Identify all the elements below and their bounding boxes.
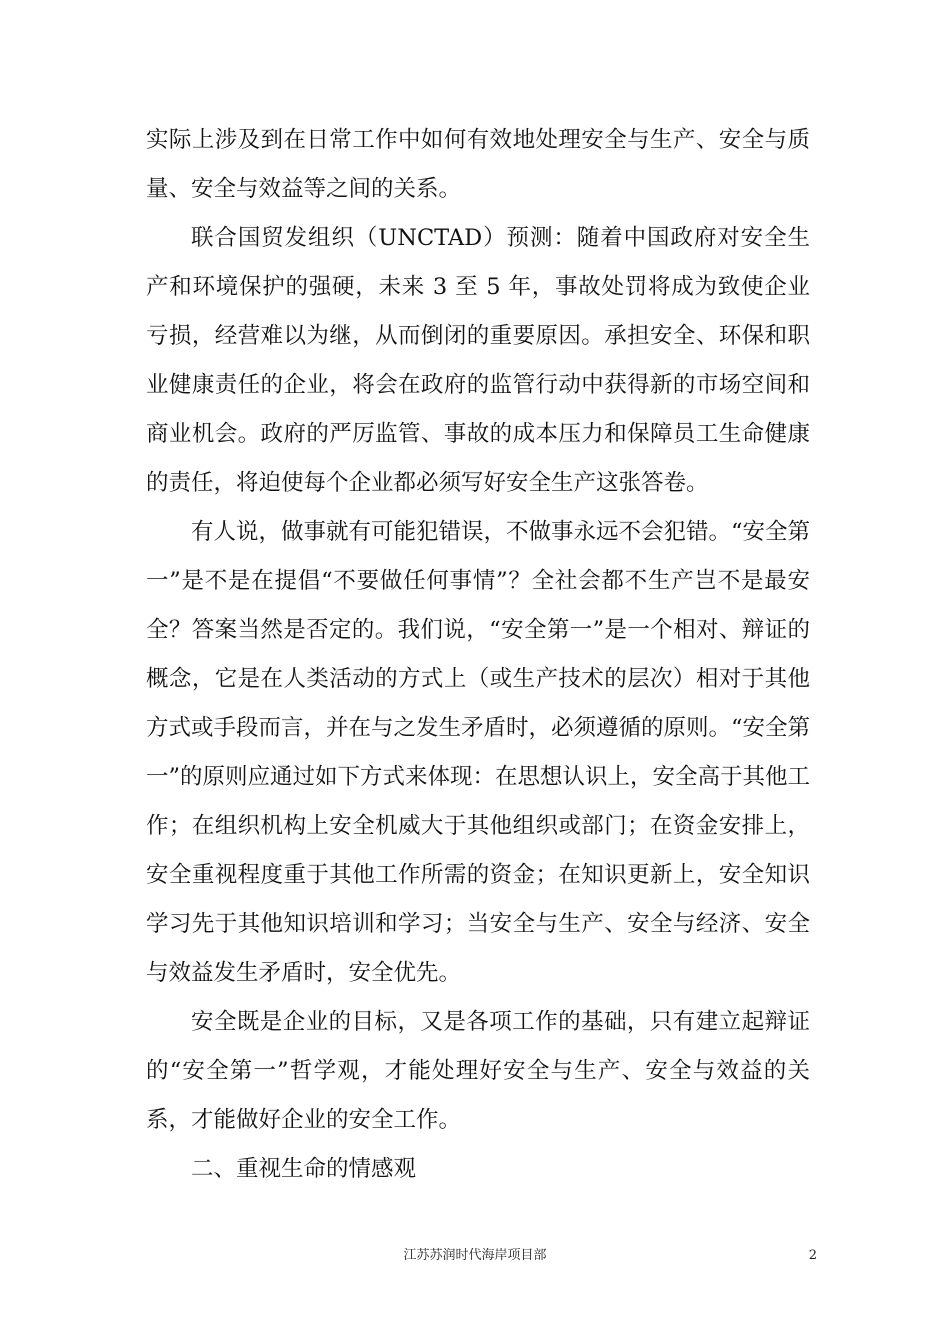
paragraph-safety-first-concept: 有人说，做事就有可能犯错误，不做事永远不会犯错。“安全第一”是不是在提倡“不要做任何事情”？全社会都不生产岂不是最安全？答案当然是否定的。我们说，“安全第一”是一个相对、辩证的概念，它是在人类活动的方式上（或生产技术的层次）相对于其他方式或手段而言，并在与之发生矛盾时，必须遵循的原则。“安全第一”的原则应通过如下方式来体现：在思想认识上，安全高于其他工作；在组织机构上安全机威大于其他组织或部门；在资金安排上，安全重视程度重于其他工作所需的资金；在知识更新上，安全知识学习先于其他知识培训和学习；当安全与生产、安全与经济、安全与效益发生矛盾时，安全优先。 [146, 519, 811, 986]
paragraph-safety-philosophy: 安全既是企业的目标，又是各项工作的基础，只有建立起辩证的“安全第一”哲学观，才能处理好安全与生产、安全与效益的关系，才能做好企业的安全工作。 [146, 1009, 810, 1133]
document-body [146, 116, 810, 1194]
page-footer [0, 1244, 950, 1268]
paragraph-continuation: 实际上涉及到在日常工作中如何有效地处理安全与生产、安全与质量、安全与效益等之间的关系。 [146, 127, 810, 202]
paragraph-unctad-forecast: 联合国贸发组织（UNCTAD）预测：随着中国政府对安全生产和环境保护的强硬，未来 3 至 5 年，事故处罚将成为致使企业亏损，经营难以为继，从而倒闭的重要原因。承担安全、环保和职业健康责任的企业，将会在政府的监管行动中获得新的市场空间和商业机会。政府的严厉监管、事故的成本压力和保障员工生命健康的责任，将迫使每个企业都必须写好安全生产这张答卷。 [146, 225, 810, 496]
footer-page-number: 2 [808, 1248, 817, 1263]
section-heading: 二、重视生命的情感观 [191, 1156, 417, 1182]
footer-project-name: 江苏苏润时代海岸项目部 [403, 1248, 547, 1263]
